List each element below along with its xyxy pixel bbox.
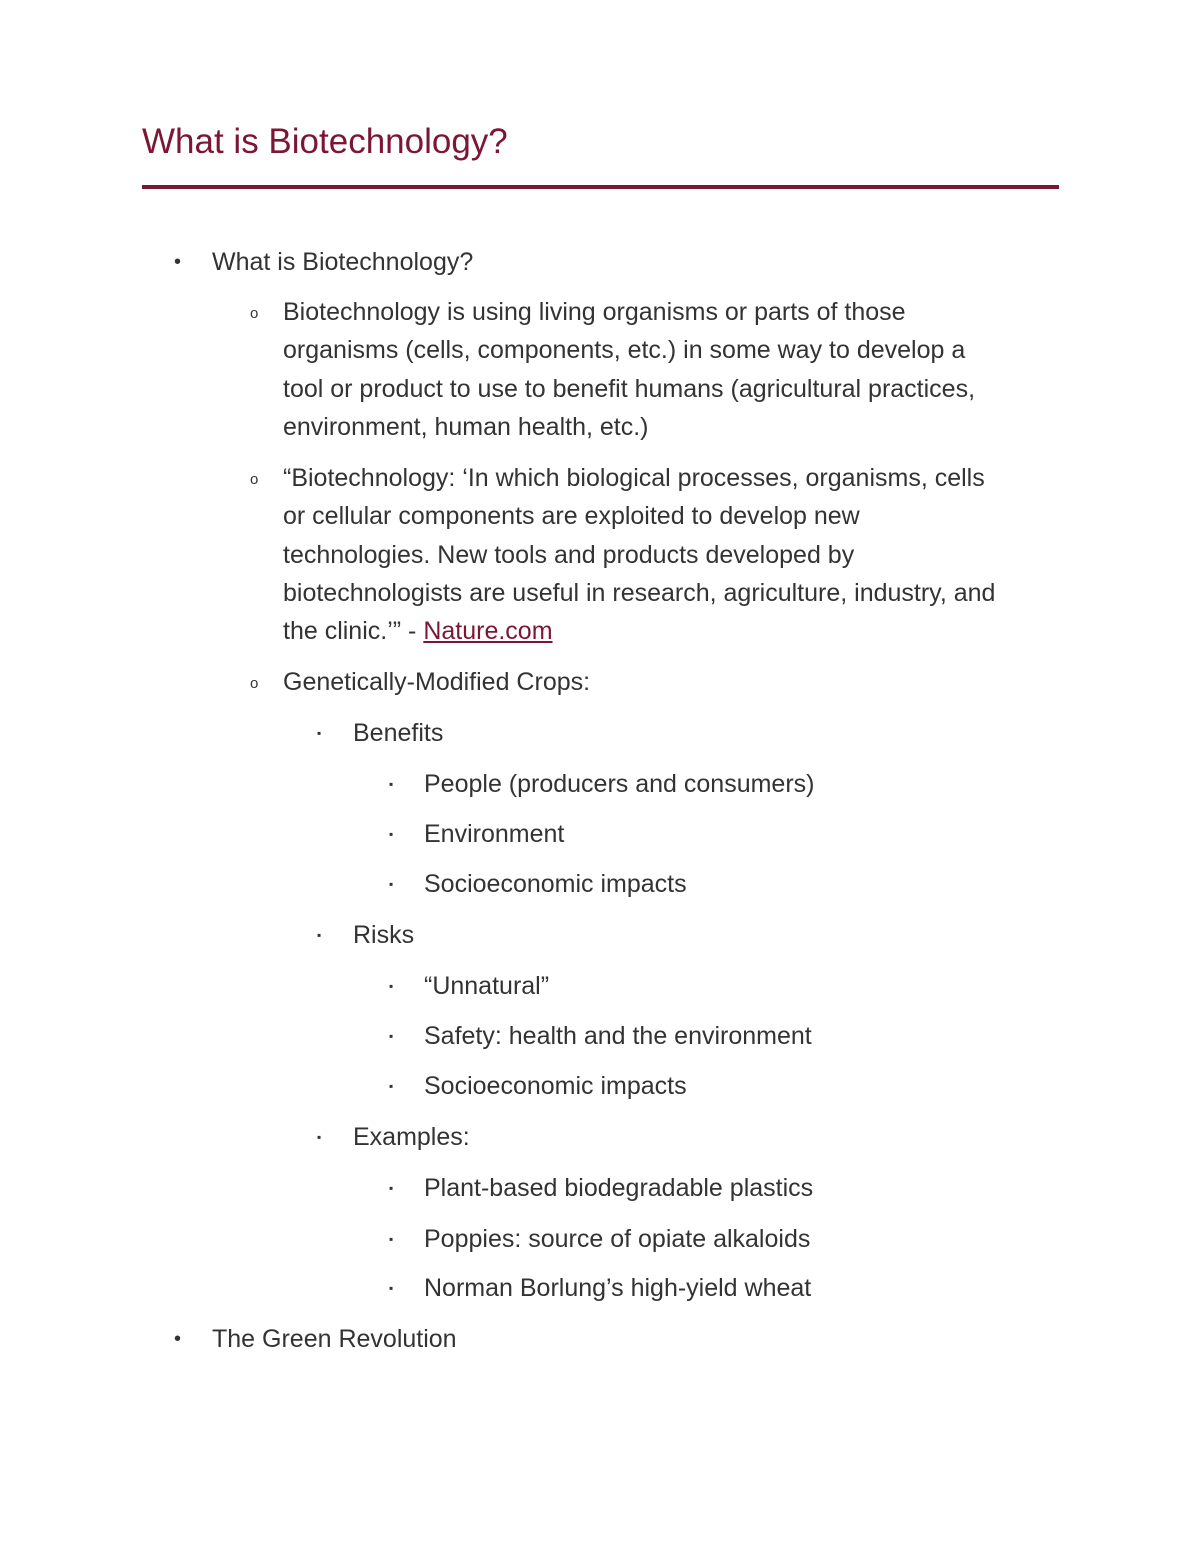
list-item-risks: Risks <box>353 921 415 949</box>
list-item-gm-crops: Genetically-Modified Crops: <box>283 668 591 696</box>
list-item-what-is: What is Biotechnology? <box>212 248 474 276</box>
definition-line: organisms (cells, components, etc.) in some way to develop a <box>283 336 966 364</box>
list-item: Poppies: source of opiate alkaloids <box>424 1225 811 1253</box>
bullet-level4: ▪ <box>389 1079 394 1093</box>
bullet-level4: ▪ <box>389 1181 394 1195</box>
bullet-level3: ▪ <box>317 1130 322 1144</box>
page-title: What is Biotechnology? <box>142 122 508 161</box>
list-item: People (producers and consumers) <box>424 770 815 798</box>
definition-line: Biotechnology is using living organisms or parts of those <box>283 298 906 326</box>
bullet-level4: ▪ <box>389 827 394 841</box>
bullet-level4: ▪ <box>389 777 394 791</box>
quote-line-last <box>283 612 553 650</box>
bullet-level4: ▪ <box>389 979 394 993</box>
bullet-level4: ▪ <box>389 1232 394 1246</box>
bullet-level1: • <box>174 1328 182 1350</box>
bullet-level2: o <box>250 305 259 322</box>
bullet-level4: ▪ <box>389 877 394 891</box>
list-item: “Unnatural” <box>424 972 550 1000</box>
bullet-level3: ▪ <box>317 928 322 942</box>
definition-line: tool or product to use to benefit humans (agricultural practices, <box>283 375 976 403</box>
bullet-level1: • <box>174 251 182 273</box>
bullet-level2: o <box>250 471 259 488</box>
list-item: Plant-based biodegradable plastics <box>424 1174 814 1202</box>
list-item: Norman Borlung’s high-yield wheat <box>424 1274 812 1302</box>
list-item-examples: Examples: <box>353 1123 470 1151</box>
nature-link[interactable]: Nature.com <box>423 617 553 645</box>
bullet-level4: ▪ <box>389 1281 394 1295</box>
list-item: Socioeconomic impacts <box>424 870 687 898</box>
bullet-level3: ▪ <box>317 726 322 740</box>
list-item: Environment <box>424 820 565 848</box>
quote-line: or cellular components are exploited to develop new <box>283 502 860 530</box>
quote-line-prefix: the clinic.’” - <box>283 617 424 645</box>
quote-line: “Biotechnology: ‘In which biological processes, organisms, cells <box>283 464 985 492</box>
quote-line: biotechnologists are useful in research, agriculture, industry, and <box>283 579 996 607</box>
bullet-level2: o <box>250 675 259 692</box>
definition-line: environment, human health, etc.) <box>283 413 649 441</box>
quote-line: technologies. New tools and products developed by <box>283 541 855 569</box>
list-item: Safety: health and the environment <box>424 1022 812 1050</box>
list-item: Socioeconomic impacts <box>424 1072 687 1100</box>
bullet-level4: ▪ <box>389 1029 394 1043</box>
list-item-green-revolution: The Green Revolution <box>212 1325 457 1353</box>
title-divider <box>142 185 1059 189</box>
list-item-benefits: Benefits <box>353 719 444 747</box>
